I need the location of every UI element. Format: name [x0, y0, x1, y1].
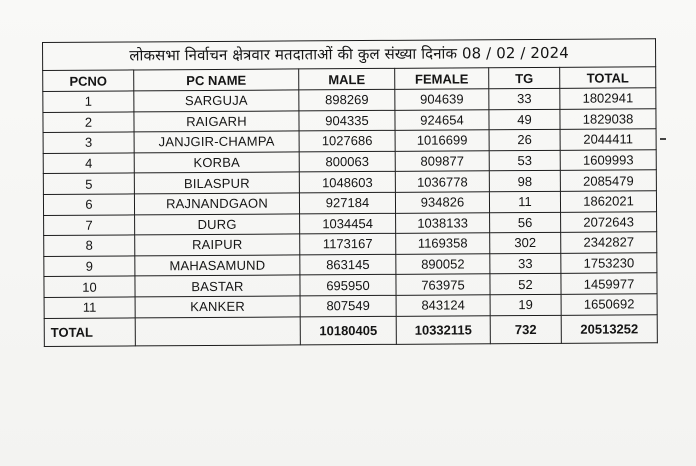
cell-female: 890052 [396, 254, 490, 275]
header-pc-name: PC NAME [134, 69, 299, 91]
cell-pc-name: DURG [135, 213, 300, 235]
totals-female: 10332115 [396, 315, 490, 344]
cell-total: 2342827 [561, 232, 657, 253]
totals-label: TOTAL [44, 317, 135, 346]
cell-male: 898269 [299, 89, 395, 110]
cell-pc-name: RAJNANDGAON [134, 193, 299, 215]
cell-male: 1027686 [299, 131, 395, 152]
cell-male: 927184 [299, 192, 395, 213]
cell-female: 1016699 [395, 130, 489, 151]
cell-tg: 26 [489, 130, 560, 151]
cell-pcno: 11 [44, 297, 135, 318]
cell-total: 1753230 [561, 252, 657, 273]
cell-pcno: 6 [43, 194, 134, 215]
margin-mark [660, 138, 666, 140]
voter-count-table [42, 38, 658, 346]
cell-tg: 11 [489, 191, 560, 212]
cell-female: 934826 [395, 192, 489, 213]
cell-total: 1829038 [560, 108, 656, 129]
cell-female: 1169358 [396, 233, 490, 254]
cell-male: 695950 [300, 275, 396, 296]
cell-pcno: 9 [44, 256, 135, 277]
cell-total: 1802941 [560, 88, 656, 109]
cell-male: 807549 [300, 295, 396, 316]
cell-tg: 302 [490, 232, 561, 253]
cell-tg: 33 [490, 253, 561, 274]
cell-pcno: 7 [44, 215, 135, 236]
header-female: FEMALE [395, 68, 489, 90]
cell-male: 863145 [300, 254, 396, 275]
cell-female: 1038133 [396, 212, 490, 233]
cell-tg: 19 [490, 294, 561, 315]
cell-pc-name: BASTAR [135, 275, 300, 297]
cell-pcno: 8 [44, 235, 135, 256]
cell-female: 1036778 [395, 171, 489, 192]
cell-male: 800063 [299, 151, 395, 172]
cell-total: 2072643 [561, 211, 657, 232]
cell-total: 1650692 [561, 294, 657, 315]
cell-male: 904335 [299, 110, 395, 131]
cell-tg: 56 [490, 212, 561, 233]
cell-female: 924654 [395, 109, 489, 130]
cell-tg: 98 [489, 171, 560, 192]
cell-pc-name: KORBA [134, 152, 299, 174]
cell-male: 1048603 [299, 172, 395, 193]
cell-pc-name: SARGUJA [134, 90, 299, 112]
cell-female: 904639 [395, 89, 489, 110]
cell-tg: 52 [490, 274, 561, 295]
header-male: MALE [299, 68, 395, 90]
totals-tg: 732 [490, 315, 561, 343]
table-title: लोकसभा निर्वाचन क्षेत्रवार मतदाताओं की कुल संख्या दिनांक 08 / 02 / 2024 [43, 39, 656, 71]
cell-total: 1459977 [561, 273, 657, 294]
cell-pcno: 5 [43, 173, 134, 194]
cell-pc-name: KANKER [135, 296, 300, 318]
cell-total: 2085479 [560, 170, 656, 191]
cell-female: 763975 [396, 274, 490, 295]
table-body [43, 88, 657, 318]
cell-tg: 49 [489, 109, 560, 130]
cell-tg: 33 [489, 88, 560, 109]
cell-pcno: 3 [43, 132, 134, 153]
cell-pcno: 2 [43, 112, 134, 133]
cell-total: 2044411 [560, 129, 656, 150]
cell-total: 1609993 [560, 150, 656, 171]
cell-tg: 53 [489, 150, 560, 171]
cell-pc-name: MAHASAMUND [135, 255, 300, 277]
totals-total: 20513252 [561, 314, 657, 343]
totals-row [44, 314, 657, 346]
cell-female: 809877 [395, 151, 489, 172]
header-tg: TG [489, 67, 560, 88]
totals-pc-name [135, 316, 300, 345]
cell-pc-name: RAIGARH [134, 111, 299, 133]
cell-female: 843124 [396, 295, 490, 316]
header-pcno: PCNO [43, 70, 134, 92]
cell-pcno: 4 [43, 153, 134, 174]
cell-male: 1173167 [300, 233, 396, 254]
cell-pc-name: RAIPUR [135, 234, 300, 256]
cell-male: 1034454 [300, 213, 396, 234]
cell-pcno: 10 [44, 276, 135, 297]
cell-pc-name: JANJGIR-CHAMPA [134, 131, 299, 153]
cell-pcno: 1 [43, 91, 134, 112]
cell-pc-name: BILASPUR [134, 172, 299, 194]
cell-total: 1862021 [560, 191, 656, 212]
totals-male: 10180405 [300, 316, 396, 345]
header-total: TOTAL [560, 67, 656, 89]
